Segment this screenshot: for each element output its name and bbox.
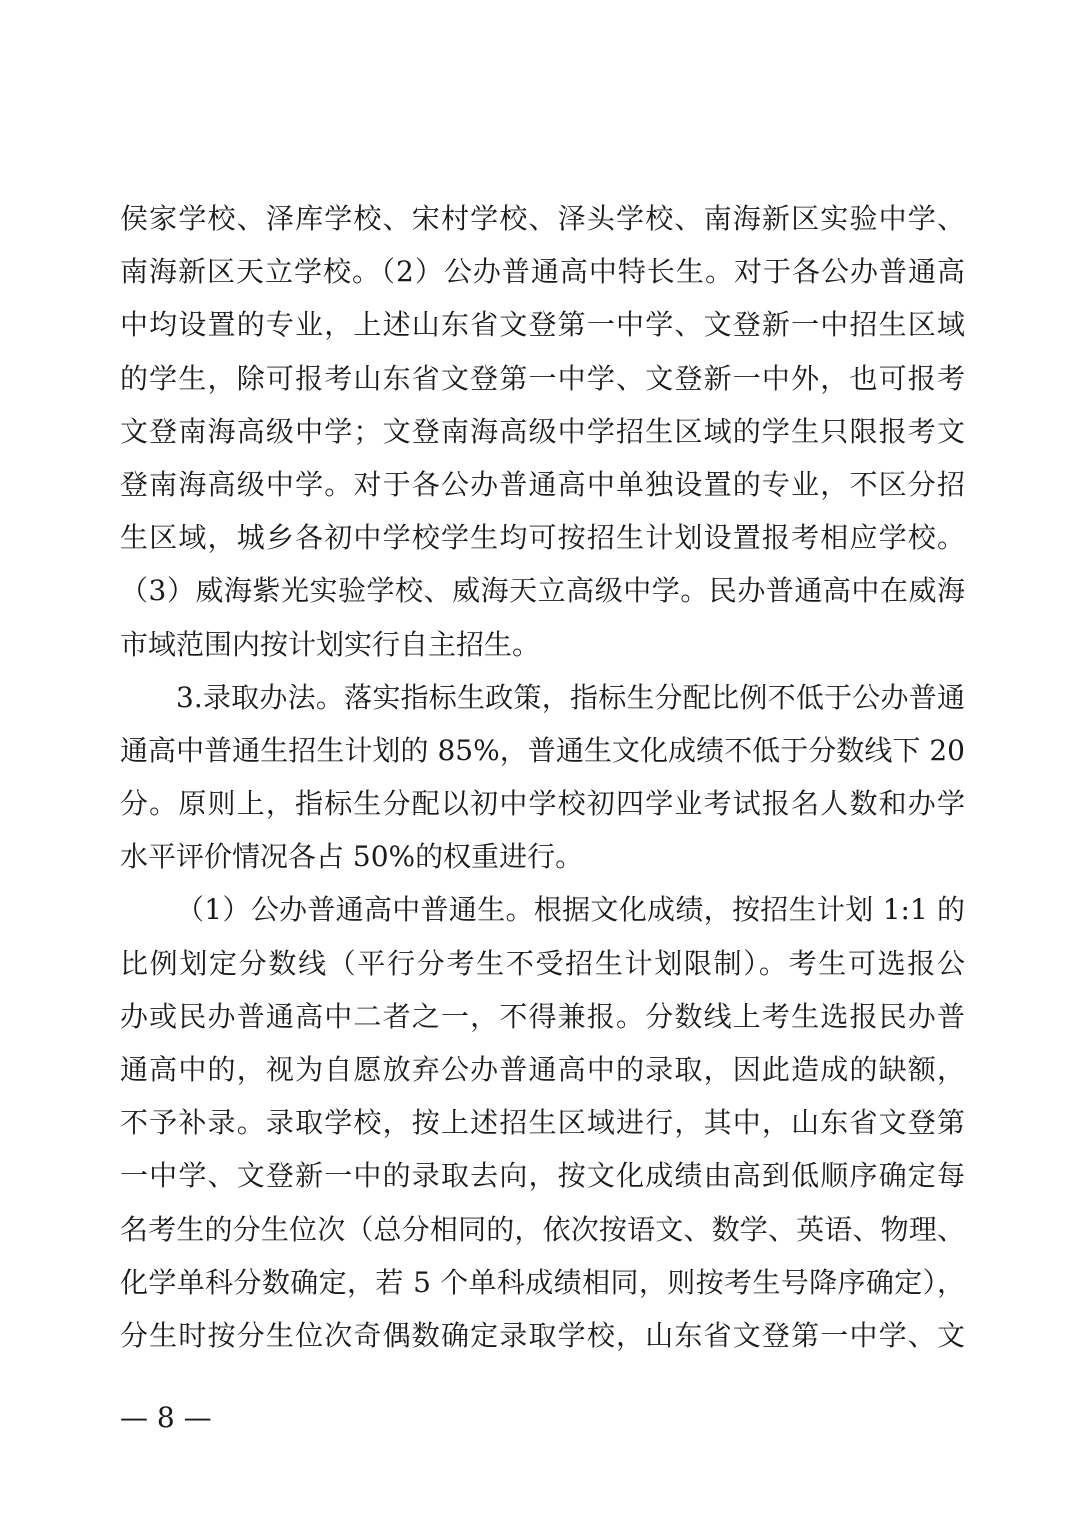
text-line: 生区域，城乡各初中学校学生均可按招生计划设置报考相应学校。 — [120, 521, 965, 555]
text-line: （1）公办普通高中普通生。根据文化成绩，按招生计划 1:1 的 — [176, 893, 965, 927]
text-line: 分生时按分生位次奇偶数确定录取学校，山东省文登第一中学、文 — [120, 1318, 965, 1352]
text-line: 通高中普通生招生计划的 85%，普通生文化成绩不低于分数线下 20 — [120, 733, 965, 767]
text-line: 中均设置的专业，上述山东省文登第一中学、文登新一中招生区域 — [120, 308, 965, 342]
text-line: 侯家学校、泽库学校、宋村学校、泽头学校、南海新区实验中学、 — [120, 202, 965, 235]
body-text — [120, 192, 965, 1362]
text-line: 一中学、文登新一中的录取去向，按文化成绩由高到低顺序确定每 — [120, 1159, 965, 1193]
text-line: 比例划定分数线（平行分考生不受招生计划限制）。考生可选报公 — [120, 946, 965, 980]
text-line: 通高中的，视为自愿放弃公办普通高中的录取，因此造成的缺额， — [120, 1053, 965, 1086]
text-line: 分。原则上，指标生分配以初中学校初四学业考试报名人数和办学 — [120, 787, 965, 821]
text-line: 南海新区天立学校。（2）公办普通高中特长生。对于各公办普通高 — [120, 255, 965, 289]
text-line: 名考生的分生位次（总分相同的，依次按语文、数学、英语、物理、 — [120, 1212, 965, 1246]
text-line: 的学生，除可报考山东省文登第一中学、文登新一中外，也可报考 — [120, 361, 965, 395]
page-number: — 8 — — [120, 1401, 212, 1434]
text-line: 文登南海高级中学；文登南海高级中学招生区域的学生只限报考文 — [120, 414, 965, 448]
text-line: 不予补录。录取学校，按上述招生区域进行，其中，山东省文登第 — [120, 1106, 965, 1140]
text-line: 水平评价情况各占 50%的权重进行。 — [120, 840, 584, 874]
text-line: （3）威海紫光实验学校、威海天立高级中学。民办普通高中在威海 — [120, 574, 965, 608]
text-line: 办或民办普通高中二者之一，不得兼报。分数线上考生选报民办普 — [120, 999, 965, 1033]
text-line: 登南海高级中学。对于各公办普通高中单独设置的专业，不区分招 — [120, 467, 965, 501]
text-line: 化学单科分数确定，若 5 个单科成绩相同，则按考生号降序确定）， — [120, 1265, 965, 1299]
text-line: 市域范围内按计划实行自主招生。 — [120, 627, 541, 661]
text-line: 3.录取办法。落实指标生政策，指标生分配比例不低于公办普通 — [176, 680, 965, 714]
